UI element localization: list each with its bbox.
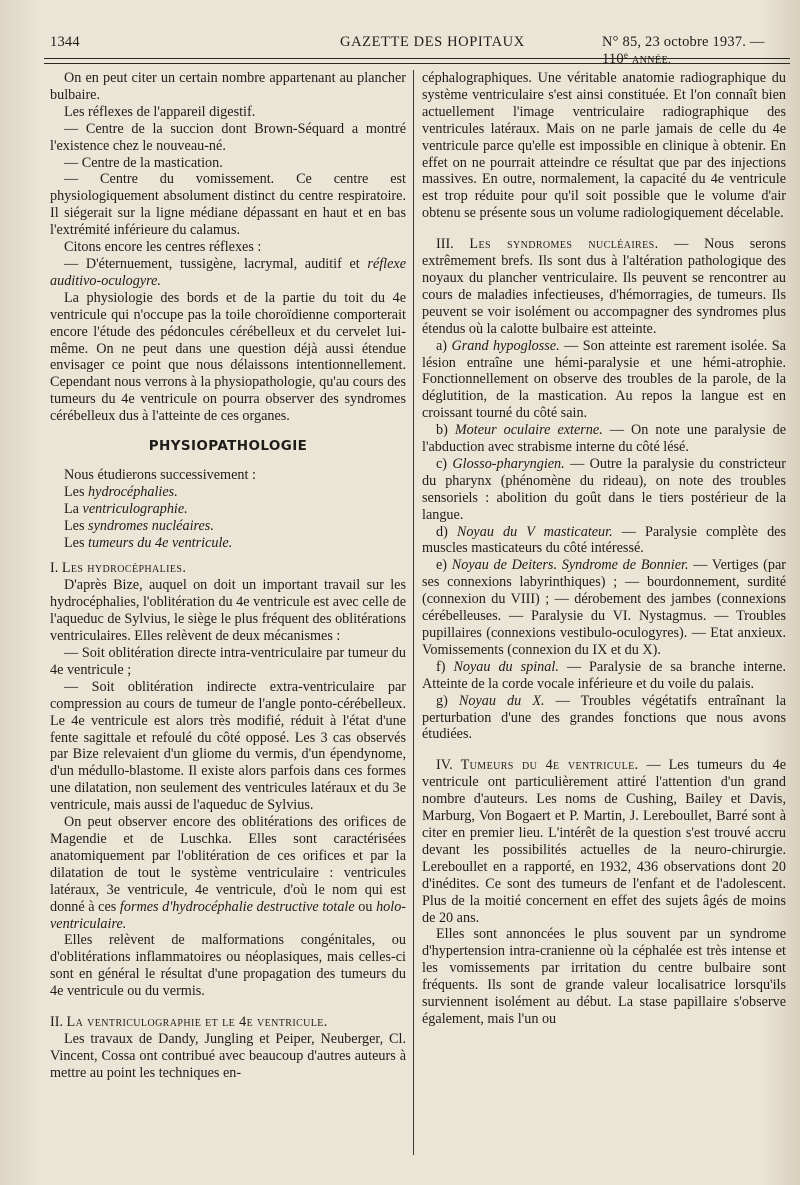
text-run: — D'éternuement, tussigène, lacrymal, auditif et: [64, 255, 360, 272]
text-run: ou: [354, 898, 377, 915]
paragraph: — Soit oblitération indirecte extra-ventriculaire par compression au cours de tumeur de l'angle ponto-cérébelleux. Le 4e ventricule est alors très modifié, réduit à l'état d'une fente sagittale et refoulé du côté opposé. Les 3 cas observés par Bize relevaient d'un gliome du vermis, d'un épendynome, d'un médullo-blastome. Il existe alors parfois dans ces formes une dilatation, non seulement des ventricules latéraux et du 3e ventricule, mais aussi de l'aqueduc de Sylvius.: [50, 678, 406, 814]
journal-title: GAZETTE DES HOPITAUX: [340, 34, 525, 50]
header-rule-thin: [44, 63, 790, 64]
item-label: f): [436, 658, 454, 675]
list-prefix: La: [64, 500, 83, 517]
item-text: — Troubles végétatifs entraînant la perturbation d'une des grandes fonctions que nous avons étudiées.: [422, 692, 786, 743]
issue-annee: ANNÉE.: [631, 55, 672, 66]
subsection-heading: [50, 1014, 406, 1031]
list-prefix: Les: [64, 517, 89, 534]
item-label: d): [436, 523, 457, 540]
list-italic: tumeurs du 4e ventricule.: [88, 534, 233, 551]
heading-number: I.: [50, 560, 62, 577]
nucleus-item: [422, 659, 786, 693]
item-title: Glosso-pharyngien.: [452, 455, 565, 472]
heading-number: III.: [436, 236, 470, 253]
paragraph: On en peut citer un certain nombre appartenant au plancher bulbaire.: [50, 70, 406, 103]
italic-run: réflexe auditivo-oculogyre.: [50, 255, 407, 289]
paragraph: — Centre du vomissement. Ce centre est physiologiquement absolument distinct du centre respiratoire. Il siégerait sur la ligne médiane dépassant en haut et en bas l'extrémité inférieure du calamus.: [50, 171, 406, 239]
list-item: [50, 501, 406, 518]
item-text: — Paralysie de sa branche interne. Atteinte de la corde vocale inférieure et du voile du palais.: [422, 658, 786, 692]
item-label: g): [436, 692, 459, 709]
column-divider: [413, 70, 414, 1155]
heading-title: Tumeurs du 4e ventricule.: [460, 757, 639, 774]
paragraph: — Soit oblitération directe intra-ventriculaire par tumeur du 4e ventricule ;: [50, 645, 406, 678]
nucleus-item: [422, 693, 786, 744]
item-text: — On note une paralysie de l'abduction avec strabisme interne du côté lésé.: [422, 422, 786, 456]
heading-title: Les hydrocéphalies.: [61, 560, 187, 577]
item-text: — Outre la paralysie du constricteur du pharynx (phénomène du rideau), on note des troubles sensoriels : abolition du goût dans le tiers postérieur de la langue.: [422, 455, 786, 523]
paragraph: D'après Bize, auquel on doit un important travail sur les hydrocéphalies, l'oblitération du 4e ventricule est avec celle de l'aqueduc de Sylvius, le siège le plus fréquent des oblitérations ventriculaires. Elles relèvent de deux mécanismes :: [50, 577, 406, 645]
left-column: [50, 70, 406, 1082]
italic-run: formes d'hydrocéphalie destructive totale: [119, 898, 355, 915]
item-label: b): [436, 422, 455, 439]
paragraph: [50, 256, 406, 290]
heading-title: Les syndromes nucléaires.: [469, 236, 659, 253]
nucleus-item: [422, 456, 786, 524]
paragraph: — Centre de la mastication.: [64, 154, 223, 171]
item-title: Noyau de Deiters. Syndrome de Bonnier.: [451, 557, 689, 574]
heading-title: La ventriculographie et le 4e ventricule.: [66, 1014, 328, 1031]
list-prefix: Les: [64, 483, 89, 500]
section-title: PHYSIOPATHOLOGIE: [148, 438, 308, 455]
text-run: On peut observer encore des oblitérations des orifices de Magendie et de Luschka. Elles sont caractérisées anatomiquement par l'oblitération de ces orifices et par la dilatation de tout le système ventriculaire : ventricules latéraux, 3e ventricule, 4e ventricule, d'où le nom qui est donné à ces: [50, 814, 406, 915]
item-label: e): [436, 557, 452, 574]
item-title: Noyau du V masticateur.: [456, 523, 613, 540]
subsection-paragraph: [422, 757, 786, 926]
paragraph: céphalographiques. Une véritable anatomie radiographique du système ventriculaire s'est ainsi constituée. Et l'on connaît bien actuellement l'image ventriculaire radiographique des ventricules latéraux. Mais on ne parle jamais de celle du 4e ventricule parce qu'elle est impossible en clinique à obtenir. En effet on ne pourrait atteindre ce résultat que par des injections massives. En outre, normalement, la capacité du 4e ventricule est trop réduite pour qu'il soit possible que le volume d'air obtenu se présente sous un volume radiologiquement décelable.: [422, 70, 786, 222]
right-column: [422, 70, 786, 1028]
nucleus-item: [422, 524, 786, 558]
list-prefix: Les: [64, 534, 89, 551]
running-header: [50, 34, 790, 67]
heading-number: IV.: [436, 757, 461, 774]
item-title: Grand hypoglosse.: [451, 337, 560, 354]
italic-run: holo-ventriculaire.: [50, 898, 407, 932]
heading-number: II.: [50, 1014, 67, 1031]
list-italic: ventriculographie.: [82, 500, 188, 517]
text-run: — Les tumeurs du 4e ventricule ont particulièrement attiré l'attention d'un grand nombre d'auteurs. Les noms de Cushing, Bailey et Davis, Marburg, Von Bogaert et P. Martin, J. Lereboullet, Barré sont à citer en premier lieu. L'intérêt de la question s'est trouvé accru devant les possibilités actuelles de la neuro-chirurgie. Lereboullet en a rapporté, en 1932, 436 observations dont 20 d'inédites. Ce sont des tumeurs de l'enfant et de l'adolescent. Plus de la moitié concernent en effet des sujets âgés de moins de 20 ans.: [422, 757, 787, 926]
subsection-heading: [50, 560, 406, 577]
paragraph: Elles relèvent de malformations congénitales, ou d'oblitérations inflammatoires ou néoplasiques, mais celles-ci sont en général le résultat d'une propagation des tumeurs du 4e ventricule ou du vermis.: [50, 932, 406, 1000]
list-item: [50, 518, 406, 535]
list-item: [50, 484, 406, 501]
paragraph: Citons encore les centres réflexes :: [64, 239, 262, 256]
issue-date: N° 85, 23 octobre 1937. — 110: [602, 34, 765, 67]
item-title: Noyau du X.: [458, 692, 545, 709]
item-text: — Paralysie complète des muscles masticateurs du côté intéressé.: [422, 523, 786, 557]
paragraph: Les réflexes de l'appareil digestif.: [64, 103, 256, 120]
paragraph: Les travaux de Dandy, Jungling et Peiper, Neuberger, Cl. Vincent, Cossa ont contribué avec beaucoup d'autres auteurs à mettre au point les techniques en-: [50, 1030, 406, 1081]
item-label: a): [436, 337, 452, 354]
nucleus-item: [422, 422, 786, 456]
list-italic: hydrocéphalies.: [88, 483, 178, 500]
paragraph: La physiologie des bords et de la partie du toit du 4e ventricule qui n'occupe pas la toile choroïdienne comporterait encore l'étude des pédoncules cérébelleux et du cervelet lui-même. On ne peut dans une question déjà aussi étendue envisager ce point que nous délaissons intentionnellement. Cependant nous verrons à la physiopathologie, qu'au cours des tumeurs du 4e ventricule on pourra observer des syndromes cérébelleux dus à l'atteinte de ces organes.: [50, 289, 406, 425]
header-rule: [44, 58, 790, 59]
text-run: — Nous serons extrêmement brefs. Ils sont dus à l'altération pathologique des noyaux du plancher ventriculaire. Ils peuvent se rencontrer au cours de maladies infectieuses, d'hémorragies, de tumeurs. Ils peuvent se voir isolément ou accompagner des syndromes plus étendus où la calotte bulbaire est atteinte.: [422, 236, 786, 337]
paragraph: [50, 814, 406, 932]
issue-sup: e: [623, 50, 629, 60]
nucleus-item: [422, 338, 786, 423]
list-italic: syndromes nucléaires.: [88, 517, 214, 534]
paragraph: Elles sont annoncées le plus souvent par un syndrome d'hypertension intra-cranienne où la céphalée est très intense et les vomissements par irritation du centre bulbaire sont fréquents. Ils sont de grande valeur localisatrice lorsqu'ils surviennent isolément au début. La stase papillaire s'observe également, mais l'un ou: [422, 926, 786, 1027]
item-text: — Vertiges (par ses connexions labyrinthiques) ; — bourdonnement, surdité (connexion du VIII) ; — dérobement des jambes (connexions cérébelleuses. — Paralysie du VI. Nystagmus. — Troubles pupillaires (connexions vestibulo-oculogyres). — Etat anxieux. Vomissements (connexion du IX et du X).: [422, 557, 786, 658]
item-text: — Son atteinte est rarement isolée. Sa lésion entraîne une hémi-paralysie et une hémi-atrophie. Fonctionnellement on observe des troubles de la parole, de la déglutition, de la mastication. Au repos la langue est en croissant tourné du côté sain.: [422, 337, 786, 422]
paragraph: — Centre de la succion dont Brown-Séquard a montré l'existence chez le nouveau-né.: [50, 120, 406, 154]
item-label: c): [436, 455, 453, 472]
paragraph: Nous étudierons successivement :: [64, 466, 256, 483]
item-title: Moteur oculaire externe.: [454, 422, 603, 439]
list-item: [50, 535, 406, 552]
nucleus-item: [422, 557, 786, 658]
topic-list: [50, 484, 406, 552]
page-number: 1344: [50, 34, 80, 50]
subsection-paragraph: [422, 236, 786, 337]
item-title: Noyau du spinal.: [453, 658, 559, 675]
